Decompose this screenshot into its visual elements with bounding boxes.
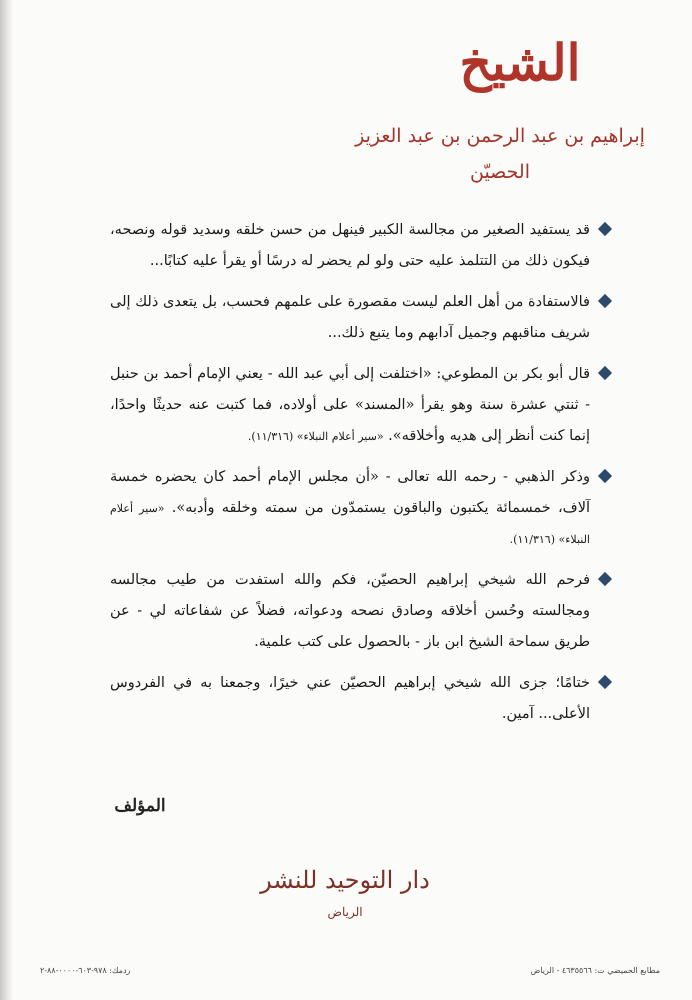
diamond-bullet-icon [598, 222, 612, 236]
bullet-list [110, 215, 610, 740]
bullet-item [110, 359, 610, 452]
publisher-city: الرياض [327, 905, 363, 919]
author-signature: المؤلف [114, 796, 166, 816]
isbn-text: ردمك: ٩٧٨-٦٠٣-٠٠٠٠-٨٨-٢ [40, 966, 131, 975]
bullet-text: قال أبو بكر بن المطوعي: «اختلفت إلى أبي عبد الله - يعني الإمام أحمد بن حنبل - ثنتي عشرة سنة وهو يقرأ «المسند» على أولاده، فما كتبت عنه حديثًا واحدًا، إنما كنت أنظر إلى هديه وأخلاقه». [110, 366, 590, 444]
diamond-bullet-icon [598, 294, 612, 308]
printer-text: مطابع الحميضي ت: ٤٦٣٥٥٦٦ - الرياض [530, 966, 660, 975]
diamond-bullet-icon [598, 469, 612, 483]
bullet-text: فرحم الله شيخي إبراهيم الحصيّن، فكم والله استفدت من طيب مجالسه ومجالسته وحُسن أخلاقه وصادق نصحه ودعواته، فضلاً عن شفاعاته لي - عن طريق سماحة الشيخ ابن باز - بالحصول على كتب علمية. [110, 572, 590, 650]
diamond-bullet-icon [598, 675, 612, 689]
book-page-edge [0, 0, 14, 1000]
bullet-item [110, 462, 610, 555]
publisher-logo: دار التوحيد للنشر [260, 866, 430, 894]
bullet-text: فالاستفادة من أهل العلم ليست مقصورة على علمهم فحسب، بل يتعدى ذلك إلى شريف مناقبهم وجميل آدابهم وما يتبع ذلك... [110, 294, 590, 341]
bullet-item [110, 215, 610, 277]
bullet-text: وذكر الذهبي - رحمه الله تعالى - «أن مجلس الإمام أحمد كان يحضره خمسة آلاف، خمسمائة يكتبون والباقون يستمدّون من سمته وخلقه وأدبه». [110, 469, 590, 516]
diamond-bullet-icon [598, 366, 612, 380]
bullet-item [110, 668, 610, 730]
bullet-item [110, 287, 610, 349]
bullet-text: قد يستفيد الصغير من مجالسة الكبير فينهل من حسن خلقه وسديد قوله ونصحه، فيكون ذلك من التتلمذ عليه حتى ولو لم يحضر له درسًا أو يقرأ عليه كتابًا... [110, 222, 590, 269]
citation-note: «سير أعلام النبلاء» (١١/٣١٦). [247, 430, 384, 443]
citation-note: «سير أعلام النبلاء» (١١/٣١٦). [110, 502, 590, 546]
page-title: الشيخ [459, 33, 581, 92]
page-subtitle: إبراهيم بن عبد الرحمن بن عبد العزيز الحصيّن [355, 125, 645, 183]
diamond-bullet-icon [598, 572, 612, 586]
bullet-item [110, 565, 610, 658]
bullet-text: ختامًا؛ جزى الله شيخي إبراهيم الحصيّن عني خيرًا، وجمعنا به في الفردوس الأعلى... آمين. [110, 675, 590, 722]
